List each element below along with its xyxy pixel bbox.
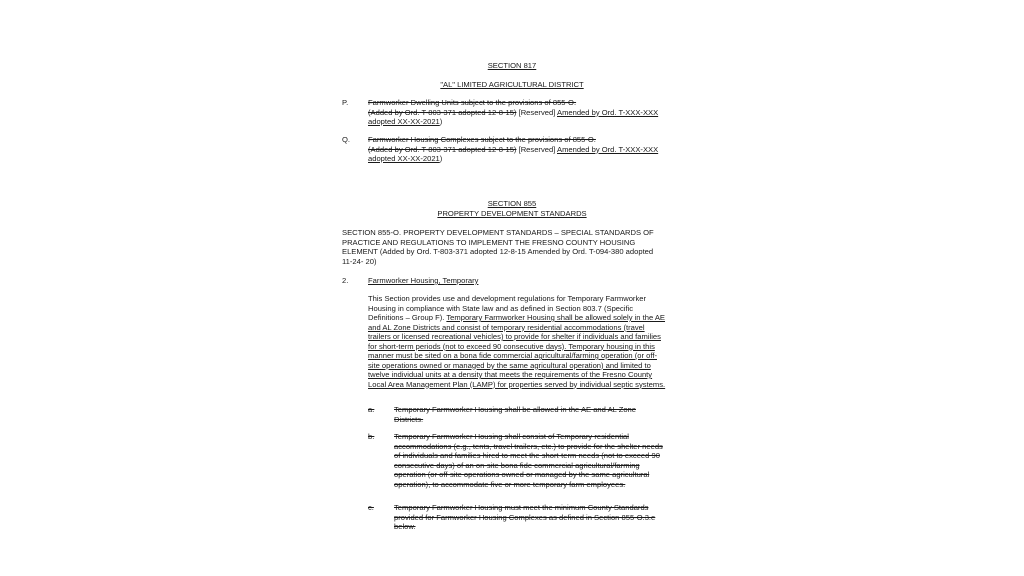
subitem-c-line-1: Temporary Farmworker Housing must meet the minimum County Standards [394,503,649,512]
item-q-reserved: [Reserved] [516,144,557,154]
item-q-close: ) [439,154,443,163]
item-p-amended-date-line [368,117,442,127]
subitem-a-label: a. [368,405,375,414]
para-line-7: manner must be sited on a bona fide commercial agricultural/farming operation (or off- [368,351,657,360]
para-line-9: twelve individual units at a density that meets the requirements of the Fresno County [368,370,653,379]
para-line-5: trailers or licensed recreational vehicles) to provide for shelter if individuals and families [368,332,661,341]
item-2-title: Farmworker Housing, Temporary [368,276,479,285]
item-q-struck-text: Farmworker Housing Complexes subject to the provisions of 855-O. [368,135,596,144]
para-plain-end: Definitions – Group F). [368,313,447,322]
subitem-a-line-1: Temporary Farmworker Housing shall be allowed in the AE and AL Zone [394,405,636,414]
item-q-struck-ordinance: (Added by Ord. T-803-371 adopted 12-8-15) [368,144,517,154]
section-817-subheading: "AL" LIMITED AGRICULTURAL DISTRICT [440,80,584,89]
item-p-amended: Amended by Ord. T-XXX-XXX [557,107,659,117]
section-855-intro-line-1: SECTION 855-O. PROPERTY DEVELOPMENT STANDARDS – SPECIAL STANDARDS OF [342,228,654,237]
subitem-b-line-1: Temporary Farmworker Housing shall consist of Temporary residential [394,432,629,441]
section-817-heading: SECTION 817 [487,61,537,70]
item-p-struck-text: Farmworker Dwelling Units subject to the provisions of 855-O. [368,98,577,107]
section-855-subheading: PROPERTY DEVELOPMENT STANDARDS [437,209,587,218]
para-line-2: Housing in compliance with State law and as defined in Section 803.7 (Specific [368,303,634,313]
item-p-label: P. [342,98,349,107]
section-855-heading: SECTION 855 [487,199,537,208]
para-line-10: Local Area Management Plan (LAMP) for properties served by individual septic systems. [368,379,666,389]
subitem-b-line-3: of individuals and families hired to meet the short-term needs (not to exceed 90 [394,451,660,460]
item-2-label: 2. [342,276,349,285]
item-p-amended-date: adopted XX-XX-2021 [368,117,440,126]
subitem-b-label: b. [368,432,375,441]
subitem-c-label: c. [368,503,374,512]
para-line-3 [368,313,665,323]
para-line-8: site operations owned or managed by the same agricultural operation) and limited to [368,360,651,370]
subitem-b-line-2: accommodations (e.g., tents, travel trailers, etc.) to provide for the shelter needs [394,441,663,451]
item-q-amendment-line [368,145,658,155]
subitem-c-line-2: provided for Farmworker Housing Complexes as defined in Section 855-O.3.e [394,512,656,522]
subitem-c-line-3: below. [394,522,416,531]
para-line-1: This Section provides use and development regulations for Temporary Farmworker [368,294,647,303]
section-855-intro-line-2: PRACTICE AND REGULATIONS TO IMPLEMENT THE FRESNO COUNTY HOUSING [342,237,636,247]
section-855-intro-line-3: ELEMENT (Added by Ord. T-803-371 adopted 12-8-15 Amended by Ord. T-094-380 adopted [342,247,654,256]
subitem-b-line-5: operation (or off-site operations owned or managed by the same agricultural [394,470,650,479]
item-q-amended-date-line [368,154,442,164]
item-p-reserved: [Reserved] [516,107,557,117]
subitem-b-line-4: consecutive days) of an on-site bona fide commercial agricultural/farming [394,460,640,470]
section-855-intro-line-4: 11-24- 20) [342,256,377,266]
item-q-amended-date: adopted XX-XX-2021 [368,154,440,163]
item-q-amended: Amended by Ord. T-XXX-XXX [557,144,659,154]
subitem-a-line-2: Districts. [394,414,424,424]
para-line-6: for short-term periods (not to exceed 90 consecutive days). Temporary housing in this [368,341,655,351]
para-line-4: and AL Zone Districts and consist of temporary residential accommodations (travel [368,322,645,332]
para-underlined-start: Temporary Farmworker Housing shall be allowed solely in the AE [446,313,666,322]
item-p-struck-ordinance: (Added by Ord. T-803-371 adopted 12-8-15) [368,107,517,117]
item-p-close: ) [439,117,443,126]
subitem-b-line-6: operation), to accommodate five or more temporary farm employees. [394,479,626,489]
item-p-amendment-line [368,108,658,118]
item-q-label: Q. [342,135,351,144]
